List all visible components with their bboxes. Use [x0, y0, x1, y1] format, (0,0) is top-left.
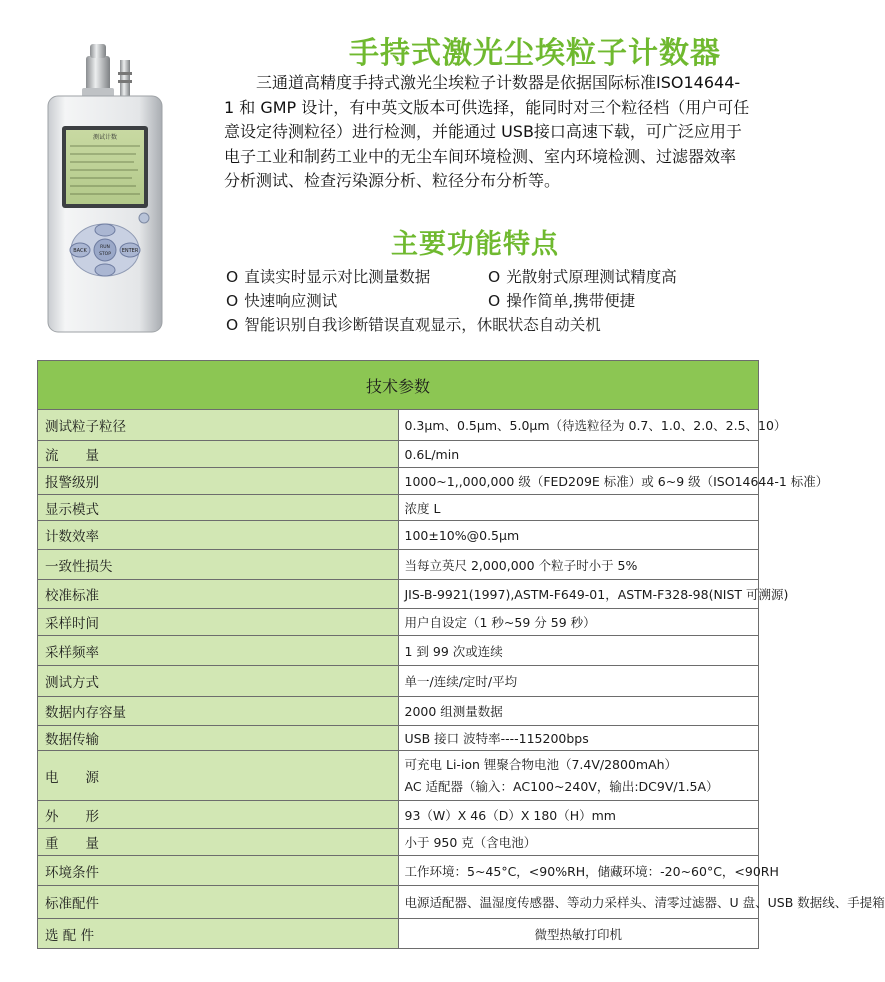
table-row: 电 源 可充电 Li-ion 锂聚合物电池（7.4V/2800mAh） AC 适配器（输入：AC100~240V，输出:DC9V/1.5A） — [38, 751, 759, 801]
table-row: 一致性损失 当每立英尺 2,000,000 个粒子时小于 5% — [38, 550, 759, 580]
table-row: 流 量 0.6L/min — [38, 441, 759, 468]
bullet: O — [488, 292, 501, 310]
table-row: 数据内存容量 2000 组测量数据 — [38, 697, 759, 726]
feature-item: O 光散射式原理测试精度高 — [488, 268, 677, 286]
table-header-row — [38, 361, 759, 410]
bullet: O — [226, 292, 239, 310]
table-row: 计数效率 100±10%@0.5μm — [38, 521, 759, 550]
feature-item: O 操作简单,携带便捷 — [488, 292, 636, 310]
bullet: O — [488, 268, 501, 286]
particle-counter-device-image — [46, 42, 164, 334]
table-row: 环境条件 工作环境：5~45°C，<90%RH，储藏环境：-20~60°C，<90RH — [38, 856, 759, 886]
spec-table — [37, 360, 885, 949]
table-row: 采样频率 1 到 99 次或连续 — [38, 636, 759, 666]
table-row: 报警级别 1000~1,,000,000 级（FED209E 标准）或 6~9 级（ISO14644-1 标准） — [38, 468, 759, 495]
table-row: 采样时间 用户自设定（1 秒~59 分 59 秒） — [38, 609, 759, 636]
product-title: 手持式激光尘埃粒子计数器 — [349, 36, 721, 71]
table-row: 选 配 件 微型热敏打印机 — [38, 919, 759, 949]
bullet: O — [226, 316, 239, 334]
table-row: 测试粒子粒径 0.3μm、0.5μm、5.0μm（待选粒径为 0.7、1.0、2.0、2.5、10） — [38, 410, 759, 441]
feature-item: O 快速响应测试 — [226, 292, 338, 310]
enter-button-label: ENTER — [121, 248, 139, 254]
table-row: 校准标准 JIS-B-9921(1997),ASTM-F649-01，ASTM-F328-98(NIST 可溯源) — [38, 580, 759, 609]
table-row: 标准配件 电源适配器、温湿度传感器、等动力采样头、清零过滤器、U 盘、USB 数据线、手提箱 — [38, 886, 759, 919]
spec-table-header: 技术参数 — [38, 361, 759, 410]
table-row: 显示模式 浓度 L — [38, 495, 759, 521]
table-row: 测试方式 单一/连续/定时/平均 — [38, 666, 759, 697]
feature-item: O 直读实时显示对比测量数据 — [226, 268, 431, 286]
device-screen-title: 测试计数 — [92, 134, 118, 141]
back-button-label: BACK — [73, 248, 87, 254]
product-intro: 三通道高精度手持式激光尘埃粒子计数器是依据国际标准ISO14644-1 和 GMP 设计，有中英文版本可供选择，能同时对三个粒径档（用户可任意设定待测粒径）进行检测，并能通过 USB接口高速下载，可广泛应用于电子工业和制药工业中的无尘车间环境检测、室内环境检测、过滤器效率分析测试、检查污染源分析、粒径分布分析等。 — [224, 73, 750, 190]
table-row: 数据传输 USB 接口 波特率----115200bps — [38, 726, 759, 751]
run-button-label: RUN — [100, 245, 110, 250]
feature-item: O 智能识别自我诊断错误直观显示，休眠状态自动关机 — [226, 316, 601, 334]
features-heading: 主要功能特点 — [391, 229, 559, 260]
bullet: O — [226, 268, 239, 286]
table-row: 重 量 小于 950 克（含电池） — [38, 829, 759, 856]
stop-button-label: STOP — [99, 252, 111, 257]
table-row: 外 形 93（W）X 46（D）X 180（H）mm — [38, 801, 759, 829]
